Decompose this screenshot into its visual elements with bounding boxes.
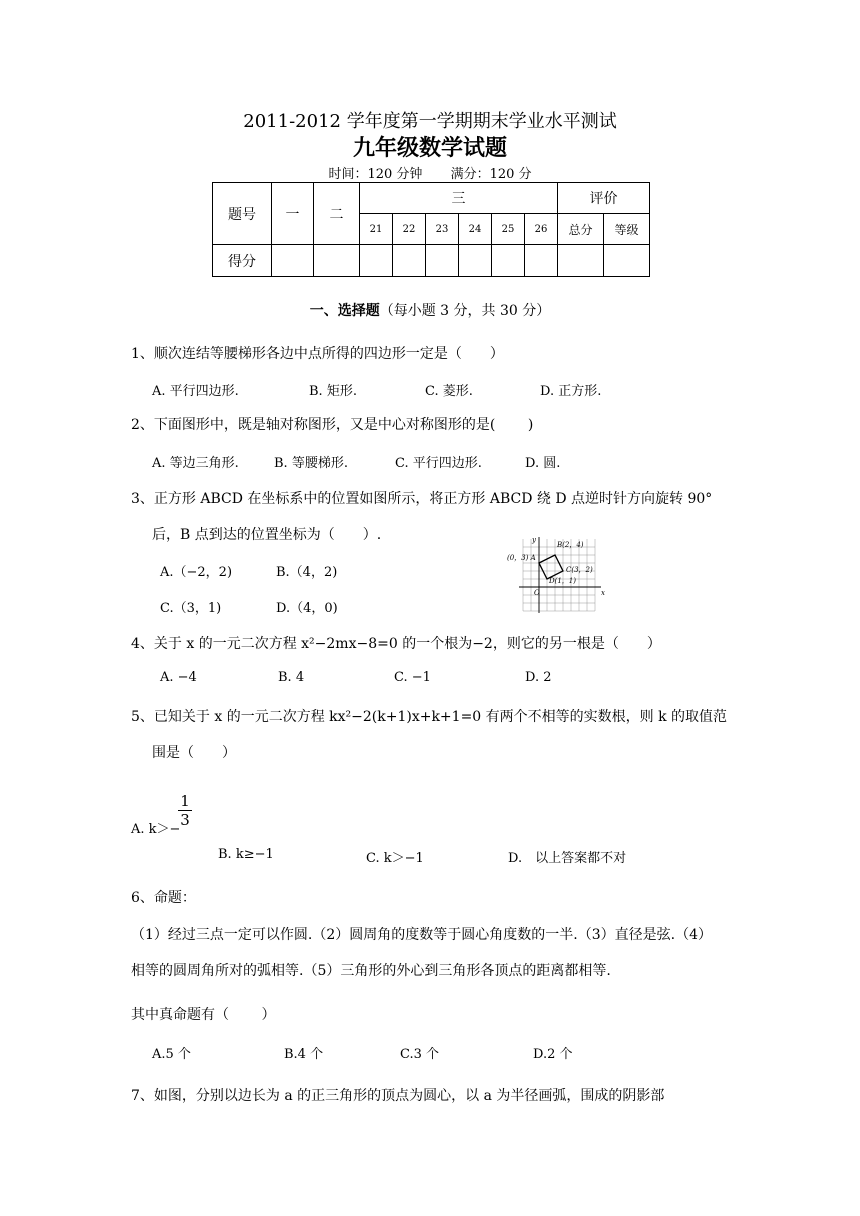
q3-stem-line2: 后，B 点到达的位置坐标为（ ）. [152, 527, 382, 543]
table-eval-grade: 等级 [604, 214, 650, 245]
q4-option-d: D. 2 [525, 670, 552, 685]
q2-option-a: A. 等边三角形. [152, 456, 239, 471]
q3-option-d: D.（4，0) [276, 601, 338, 616]
table-label-question-number: 题号 [213, 183, 272, 245]
y-axis-label: y [532, 536, 536, 544]
q6-option-c: C.3 个 [400, 1047, 440, 1062]
section-note: （每小题 3 分，共 30 分） [379, 303, 551, 319]
q5-option-d: D. 以上答案都不对 [508, 851, 627, 866]
table-subcol: 24 [459, 214, 492, 245]
table-subcol: 25 [492, 214, 525, 245]
point-d-label: D(1，1) [549, 577, 576, 585]
q2-option-c: C. 平行四边形. [395, 456, 482, 471]
square-abcd [539, 555, 563, 579]
q5-option-c: C. k＞−1 [366, 851, 424, 866]
score-cell[interactable] [426, 245, 459, 277]
coordinate-figure [505, 533, 610, 613]
coordinate-grid-svg [505, 533, 610, 613]
table-subcol: 22 [393, 214, 426, 245]
q6-stem: 6、命题： [131, 890, 196, 906]
q2-option-b: B. 等腰梯形. [274, 456, 348, 471]
q1-stem: 1、顺次连结等腰梯形各边中点所得的四边形一定是（ ） [131, 346, 504, 362]
score-cell[interactable] [459, 245, 492, 277]
score-table [212, 182, 650, 277]
table-col-eval: 评价 [558, 183, 650, 214]
q1-option-b: B. 矩形. [309, 384, 357, 399]
q6-option-b: B.4 个 [284, 1047, 324, 1062]
grid-lines [523, 539, 595, 611]
table-col-1: 一 [272, 183, 314, 245]
exam-time-score [0, 163, 860, 182]
section-heading [0, 300, 860, 320]
q3-option-b: B.（4，2) [276, 565, 338, 580]
point-a-label: (0，3) A [507, 554, 536, 562]
q6-option-a: A.5 个 [152, 1047, 191, 1062]
exam-time: 时间：120 分钟 [328, 167, 423, 182]
table-col-3: 三 [360, 183, 558, 214]
q1-option-c: C. 菱形. [425, 384, 473, 399]
point-b-label: B(2，4) [557, 541, 584, 549]
q5-stem-line1: 5、已知关于 x 的一元二次方程 kx²−2(k+1)x+k+1=0 有两个不相等的实数根，则 k 的取值范 [131, 709, 728, 725]
q6-option-d: D.2 个 [533, 1047, 573, 1062]
q2-option-d: D. 圆. [525, 456, 561, 471]
exam-full-score: 满分：120 分 [450, 167, 532, 182]
table-subcol: 21 [360, 214, 393, 245]
score-cell[interactable] [492, 245, 525, 277]
q3-option-c: C.（3，1) [160, 601, 222, 616]
fraction-numerator: 1 [178, 792, 192, 811]
q1-option-a: A. 平行四边形. [152, 384, 239, 399]
section-title: 一、选择题 [309, 303, 380, 319]
table-subcol: 26 [525, 214, 558, 245]
table-eval-total: 总分 [558, 214, 604, 245]
table-col-2: 二 [314, 183, 360, 245]
q3-stem-line1: 3、正方形 ABCD 在坐标系中的位置如图所示，将正方形 ABCD 绕 D 点逆时针方向旋转 90° [131, 491, 713, 507]
score-cell[interactable] [360, 245, 393, 277]
q6-line2: 相等的圆周角所对的弧相等.（5）三角形的外心到三角形各顶点的距离都相等. [131, 963, 611, 979]
score-cell[interactable] [558, 245, 604, 277]
q1-option-d: D. 正方形. [540, 384, 602, 399]
score-cell[interactable] [272, 245, 314, 277]
q6-line1: （1）经过三点一定可以作圆.（2）圆周角的度数等于圆心角度数的一半.（3）直径是弦.（4） [131, 927, 712, 943]
q5-option-a-fraction [178, 792, 192, 829]
point-c-label: C(3，2) [566, 566, 593, 574]
q6-line3: 其中真命题有（ ） [131, 1007, 276, 1023]
q3-option-a: A.（−2，2) [160, 565, 233, 580]
exam-title-line1: 2011-2012 学年度第一学期期末学业水平测试 [243, 111, 617, 132]
q5-stem-line2: 围是（ ） [152, 745, 236, 761]
score-cell[interactable] [525, 245, 558, 277]
q4-option-a: A. −4 [160, 670, 197, 685]
score-cell[interactable] [314, 245, 360, 277]
q2-stem: 2、下面图形中，既是轴对称图形，又是中心对称图形的是( ) [131, 417, 534, 433]
x-axis-label: x [601, 589, 605, 597]
score-cell[interactable] [393, 245, 426, 277]
q4-stem: 4、关于 x 的一元二次方程 x²−2mx−8=0 的一个根为−2，则它的另一根是（ ） [131, 636, 661, 652]
q4-option-c: C. −1 [394, 670, 431, 685]
exam-title-line2: 九年级数学试题 [352, 135, 507, 161]
table-subcol: 23 [426, 214, 459, 245]
table-label-score: 得分 [213, 245, 272, 277]
q4-option-b: B. 4 [278, 670, 305, 685]
score-cell[interactable] [604, 245, 650, 277]
fraction-denominator: 3 [180, 811, 190, 829]
q5-option-a: A. k＞− [131, 822, 181, 837]
q7-stem: 7、如图，分别以边长为 a 的正三角形的顶点为圆心，以 a 为半径画弧，围成的阴影部 [131, 1088, 665, 1104]
q5-option-b: B. k≥−1 [218, 847, 274, 862]
origin-label: O [534, 589, 540, 597]
